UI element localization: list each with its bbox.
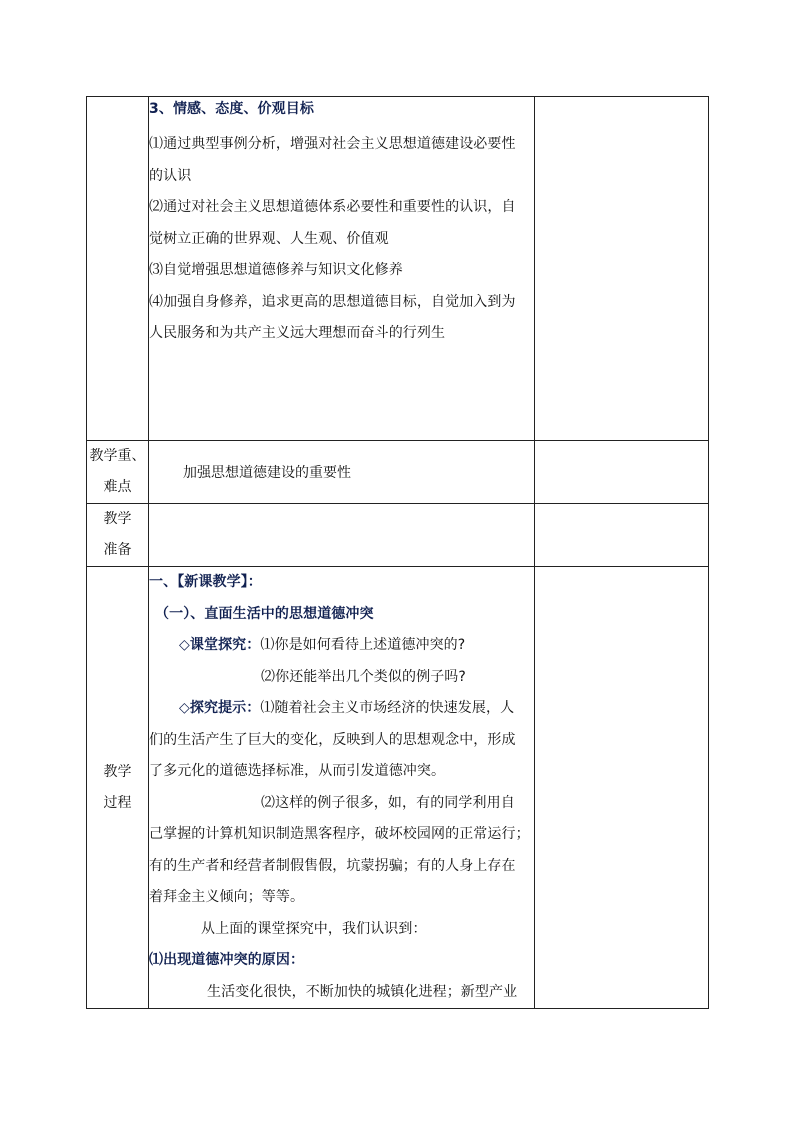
hint-a1-line2: 们的生活产生了巨大的变化，反映到人的思想观念中，形成: [149, 731, 516, 748]
explore-label: ◇课堂探究：: [179, 637, 261, 653]
summary-line: 从上面的课堂探究中，我们认识到：: [201, 920, 427, 937]
preparation-label-cell: [87, 504, 149, 567]
reason-line1: 生活变化很快，不断加快的城镇化进程；新型产业: [207, 983, 518, 1000]
objective-line: ⑵通过对社会主义思想道德体系必要性和重要性的认识，自: [149, 199, 516, 215]
explore-q1: ⑴你是如何看待上述道德冲突的?: [260, 637, 466, 653]
process-label-line1: 教学: [103, 763, 132, 780]
preparation-label-line2: 准备: [103, 542, 132, 558]
keypoints-row: [87, 441, 709, 504]
objective-line: ⑷加强自身修养，追求更高的思想道德目标，自觉加入到为: [149, 293, 516, 310]
hint-a1-line3: 了多元化的道德选择标准，从而引发道德冲突。: [149, 763, 446, 779]
keypoints-label-cell: [87, 441, 149, 504]
hint-a2-line2: 己掌握的计算机知识制造黑客程序，破坏校园网的正常运行；: [149, 826, 530, 842]
lesson-plan-table: [86, 96, 709, 1009]
hint-a2-line3: 有的生产者和经营者制假售假，坑蒙拐骗；有的人身上存在: [149, 857, 516, 874]
objective-line: 的认识: [149, 167, 192, 184]
hint-a1-line1: ◇探究提示：⑴随着社会主义市场经济的快速发展，人: [179, 700, 515, 716]
objective-line: ⑴通过典型事例分析，增强对社会主义思想道德建设必要性: [149, 136, 516, 152]
hint-a2-line4: 着拜金主义倾向；等等。: [149, 889, 305, 905]
objectives-label-cell: [87, 97, 149, 441]
preparation-row: [87, 504, 709, 567]
keypoints-label-line1: 教学重、: [89, 448, 146, 464]
process-section-title: 一、【新课教学】：: [149, 574, 262, 590]
preparation-notes-cell: [535, 504, 709, 567]
objectives-cell: [149, 97, 535, 441]
explore-q2: ⑵你还能举出几个类似的例子吗?: [261, 668, 466, 685]
objective-line: 人民服务和为共产主义远大理想而奋斗的行列生: [149, 325, 446, 341]
process-cell: [149, 567, 535, 1009]
objectives-row: [87, 97, 709, 441]
process-label-line2: 过程: [103, 794, 132, 811]
process-notes-cell: [535, 567, 709, 1009]
reason-title: ⑴出现道德冲突的原因：: [149, 952, 305, 968]
preparation-label-line1: 教学: [103, 511, 132, 527]
preparation-cell: [149, 504, 535, 567]
keypoints-label-line2: 难点: [103, 479, 132, 495]
objective-line: ⑶自觉增强思想道德修养与知识文化修养: [149, 262, 403, 278]
objectives-notes-cell: [535, 97, 709, 441]
objectives-heading: 3、情感、态度、价观目标: [149, 101, 314, 117]
process-row: [87, 567, 709, 1009]
hint-a2-line1: ⑵这样的例子很多，如，有的同学利用自: [261, 794, 515, 811]
keypoints-cell: [149, 441, 535, 504]
process-subsection-title: （一）、直面生活中的思想道德冲突: [155, 605, 374, 622]
keypoints-notes-cell: [535, 441, 709, 504]
keypoints-text: 加强思想道德建设的重要性: [183, 465, 351, 481]
explore-q1-line: [149, 630, 534, 662]
hint-label: ◇探究提示：: [179, 700, 261, 716]
process-label-cell: [87, 567, 149, 1009]
objective-line: 觉树立正确的世界观、人生观、价值观: [149, 230, 389, 247]
